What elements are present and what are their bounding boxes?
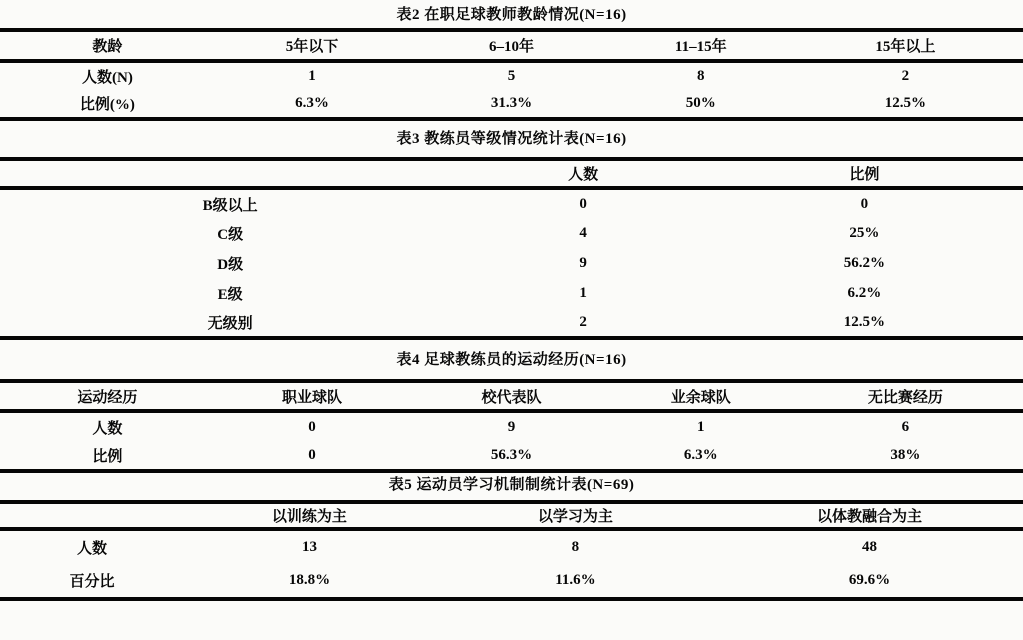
data-cell: 11.6% (555, 572, 596, 588)
header-cell: 人数 (568, 167, 599, 183)
header-cell (0, 159, 460, 188)
data-cell: 25% (849, 224, 880, 241)
data-cell: 6.2% (847, 284, 882, 301)
data-cell: 4 (579, 224, 587, 241)
header-cell: 业余球队 (670, 389, 731, 406)
table4-sports-experience (0, 379, 1023, 473)
table-row (0, 218, 1023, 248)
header-cell: 15年以上 (875, 39, 936, 55)
data-cell: 38% (890, 446, 921, 463)
table-row (0, 308, 1023, 338)
data-cell: 56.3% (490, 446, 533, 463)
header-cell: 6–10年 (488, 39, 534, 55)
header-cell: 以学习为主 (537, 509, 613, 525)
row-label: B级以上 (202, 197, 258, 214)
header-row (0, 30, 1023, 61)
table-row (0, 529, 1023, 564)
data-cell: 12.5% (884, 95, 926, 111)
data-cell: 31.3% (490, 95, 533, 111)
data-cell: 0 (579, 195, 587, 212)
header-cell: 比例 (849, 167, 880, 183)
row-label: 人数(N) (82, 70, 133, 86)
header-cell (0, 502, 184, 529)
data-cell: 13 (301, 539, 317, 555)
data-cell: 1 (579, 284, 587, 301)
row-label: 比例 (92, 448, 123, 465)
data-cell: 9 (507, 418, 516, 435)
table2-title: 表2 在职足球教师教龄情况(N=16) (396, 7, 627, 23)
table-row (0, 411, 1023, 441)
table3-title: 表3 教练员等级情况统计表(N=16) (396, 131, 627, 147)
data-cell: 0 (308, 446, 316, 463)
table-row (0, 441, 1023, 471)
header-cell: 教龄 (92, 39, 123, 55)
data-cell: 0 (308, 418, 316, 435)
data-cell: 2 (579, 313, 587, 330)
data-cell: 69.6% (848, 572, 891, 588)
header-cell: 5年以下 (285, 39, 339, 55)
data-cell: 50% (685, 95, 716, 111)
header-row (0, 381, 1023, 411)
data-cell: 6 (901, 418, 910, 435)
row-label: C级 (217, 226, 244, 243)
data-cell: 5 (507, 68, 516, 84)
header-cell: 运动经历 (77, 389, 138, 406)
table3-coach-levels (0, 157, 1023, 340)
data-cell: 18.8% (288, 572, 331, 588)
table-row (0, 278, 1023, 308)
header-cell: 无比赛经历 (867, 389, 943, 406)
data-cell: 9 (579, 254, 587, 271)
table-row (0, 248, 1023, 278)
data-cell: 1 (696, 418, 705, 435)
data-cell: 6.3% (683, 446, 718, 463)
row-label: 比例(%) (79, 97, 135, 113)
header-row (0, 502, 1023, 529)
header-cell: 以体教融合为主 (817, 509, 923, 525)
data-cell: 6.3% (295, 95, 329, 111)
table4-title: 表4 足球教练员的运动经历(N=16) (396, 352, 627, 368)
table-row (0, 61, 1023, 90)
data-cell: 56.2% (843, 254, 886, 271)
data-cell: 8 (571, 539, 580, 555)
table-row (0, 188, 1023, 218)
header-cell: 以训练为主 (271, 509, 347, 525)
data-cell: 48 (862, 539, 878, 555)
table5-title: 表5 运动员学习机制制统计表(N=69) (388, 477, 635, 493)
row-label: 人数 (77, 541, 108, 557)
table-row (0, 564, 1023, 599)
table5-learning-mechanism (0, 500, 1023, 601)
row-label: 无级别 (207, 315, 253, 332)
table2-teaching-experience (0, 28, 1023, 121)
table4-section (0, 350, 1023, 473)
table-row (0, 90, 1023, 119)
row-label: 人数 (92, 420, 123, 437)
data-cell: 12.5% (843, 313, 886, 330)
data-cell: 1 (308, 68, 316, 84)
table3-section (0, 129, 1023, 340)
data-cell: 0 (860, 195, 869, 212)
header-cell: 校代表队 (481, 389, 542, 406)
header-row (0, 159, 1023, 188)
row-label: D级 (217, 256, 244, 273)
row-label: E级 (217, 286, 243, 303)
header-cell: 职业球队 (282, 389, 343, 406)
header-cell: 11–15年 (674, 39, 727, 55)
table2-section (0, 0, 1023, 121)
table5-section (0, 475, 1023, 601)
data-cell: 8 (696, 68, 705, 84)
data-cell: 2 (901, 68, 910, 84)
row-label: 百分比 (69, 574, 115, 590)
